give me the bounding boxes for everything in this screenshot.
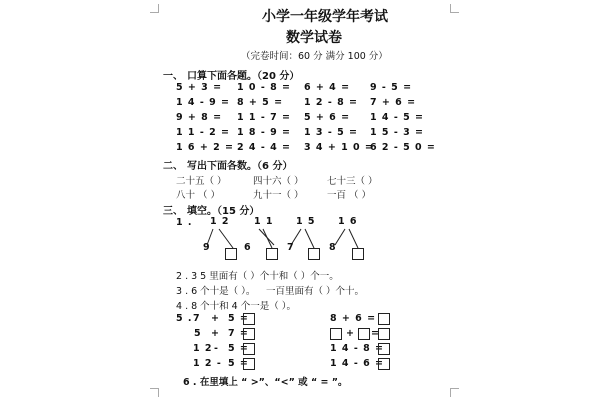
compare-right: 8 + 6 = [330, 313, 377, 324]
compare-right-eq: = [371, 328, 380, 339]
answer-box[interactable] [225, 248, 237, 260]
answer-box[interactable] [378, 343, 390, 355]
answer-box[interactable] [352, 248, 364, 260]
number-item: 九十一（ ） [253, 190, 304, 201]
compare-left-b: 5 = [228, 358, 249, 369]
compare-left-a: 1 2 [193, 343, 213, 354]
fill-q5-label: 5 . [176, 313, 193, 324]
section-2-title: 写出下面各数。（6 分） [187, 161, 293, 172]
section-3-title: 填空。（15 分） [187, 206, 260, 217]
oral-item: 1 8 - 9 = [237, 127, 291, 138]
oral-item: 1 1 - 2 = [176, 127, 230, 138]
compare-left-b: 7 = [228, 328, 249, 339]
oral-item: 5 + 3 = [176, 82, 223, 93]
compare-left-b: 5 = [228, 343, 249, 354]
answer-box[interactable] [243, 343, 255, 355]
answer-box[interactable] [378, 358, 390, 370]
answer-box[interactable] [308, 248, 320, 260]
exam-info: （完卷时间：60 分 满分 100 分） [241, 51, 388, 62]
oral-item: 1 1 - 7 = [237, 112, 291, 123]
section-2-number: 二、 [163, 161, 183, 172]
tree-left-number: 7 [287, 242, 295, 253]
oral-item: 6 + 4 = [304, 82, 351, 93]
answer-box[interactable] [266, 248, 278, 260]
fill-q3a: 3 . 6 个十是（ ）。 [176, 286, 256, 297]
tree-left-number: 9 [203, 242, 211, 253]
compare-right: 1 4 - 6 = [330, 358, 384, 369]
oral-item: 9 - 5 = [370, 82, 413, 93]
oral-item: 3 4 + 1 0 = [304, 142, 374, 153]
compare-left-a: 1 2 - [193, 358, 222, 369]
section-1-number: 一、 [163, 71, 183, 82]
fill-q6: 6 . 在里填上 “ >”、“<” 或 “ = ”。 [183, 377, 348, 388]
compare-right: 1 4 - 8 = [330, 343, 384, 354]
answer-box[interactable] [378, 313, 390, 325]
number-item: 八十 （ ） [176, 190, 221, 201]
tree-top-number: 1 5 [296, 216, 316, 227]
compare-left-op: + [211, 328, 220, 339]
compare-left-a: 5 [194, 328, 202, 339]
number-item: 二十五（ ） [176, 176, 227, 187]
fill-q2: 2 . 3 5 里面有（ ）个十和（ ）个一。 [176, 271, 339, 282]
tree-top-number: 1 2 [210, 216, 230, 227]
number-item: 四十六（ ） [253, 176, 304, 187]
section-3-number: 三、 [163, 206, 183, 217]
section-1-title: 口算下面各题。（20 分） [187, 71, 300, 82]
oral-item: 1 6 + 2 = [176, 142, 234, 153]
oral-item: 2 4 - 4 = [237, 142, 291, 153]
compare-right-op: + [346, 328, 355, 339]
oral-item: 1 0 - 8 = [237, 82, 291, 93]
tree-top-number: 1 6 [338, 216, 358, 227]
oral-item: 1 5 - 3 = [370, 127, 424, 138]
oral-item: 7 + 6 = [370, 97, 417, 108]
number-item: 七十三（ ） [327, 176, 378, 187]
compare-left-b: 5 = [228, 313, 249, 324]
tree-left-number: 6 [244, 242, 252, 253]
page-subtitle: 数学试卷 [286, 30, 342, 46]
answer-box[interactable] [358, 328, 370, 340]
fill-q1-label: 1 . [176, 217, 193, 228]
answer-box[interactable] [330, 328, 342, 340]
oral-item: 1 3 - 5 = [304, 127, 358, 138]
page-title: 小学一年级学年考试 [262, 9, 388, 25]
oral-item: 5 + 6 = [304, 112, 351, 123]
answer-box[interactable] [378, 328, 390, 340]
tree-left-number: 8 [329, 242, 337, 253]
oral-item: 1 4 - 9 = [176, 97, 230, 108]
oral-item: 8 + 5 = [237, 97, 284, 108]
compare-left-op: + [211, 313, 220, 324]
oral-item: 6 2 - 5 0 = [370, 142, 436, 153]
oral-item: 1 2 - 8 = [304, 97, 358, 108]
number-item: 一百 （ ） [327, 190, 372, 201]
answer-box[interactable] [243, 313, 255, 325]
answer-box[interactable] [243, 328, 255, 340]
oral-item: 9 + 8 = [176, 112, 223, 123]
compare-left-op: - [214, 343, 219, 354]
oral-item: 1 4 - 5 = [370, 112, 424, 123]
fill-q3b: 一百里面有（ ）个十。 [266, 286, 365, 297]
answer-box[interactable] [243, 358, 255, 370]
tree-top-number: 1 1 [254, 216, 274, 227]
compare-left-a: 7 [193, 313, 201, 324]
fill-q4: 4 . 8 个十和 4 个一是（ ）。 [176, 301, 297, 312]
